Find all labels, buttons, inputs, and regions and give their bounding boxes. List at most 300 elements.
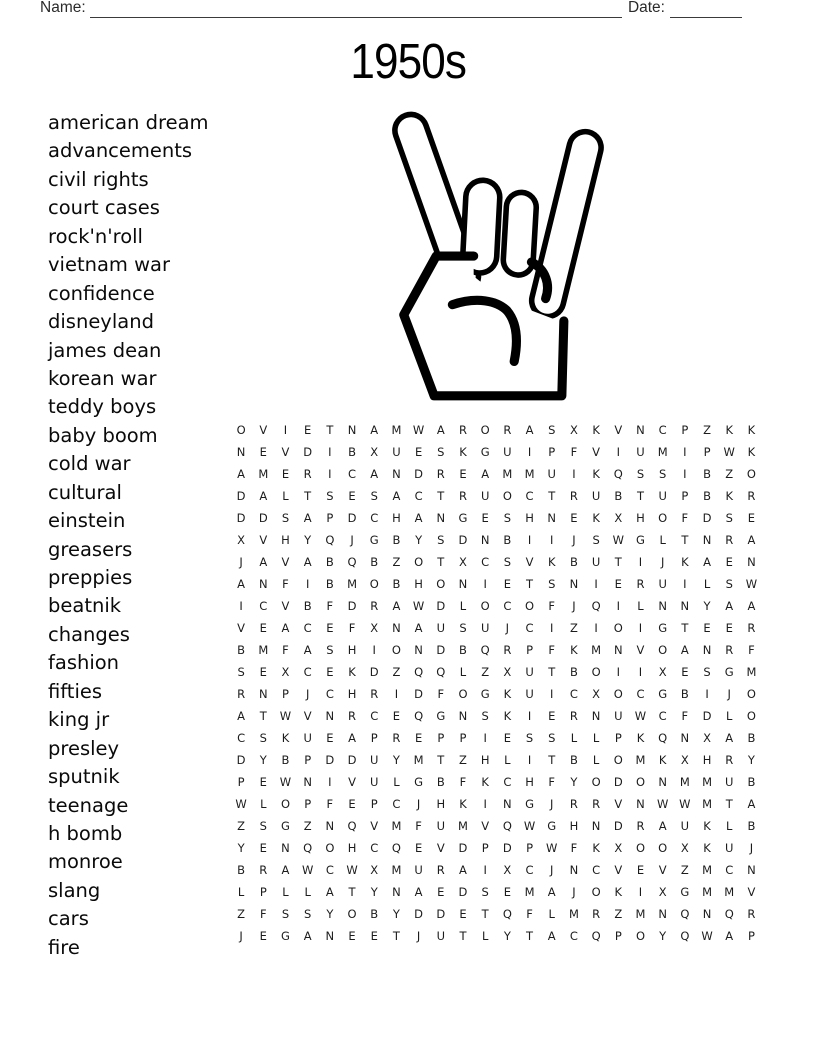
word-item: rock'n'roll [48, 224, 143, 248]
grid-letter: N [392, 467, 401, 481]
grid-letter: N [636, 423, 645, 437]
grid-letter: N [702, 907, 712, 921]
grid-letter: V [614, 423, 623, 437]
grid-letter: B [237, 863, 246, 877]
grid-letter: K [592, 511, 600, 525]
grid-letter: H [281, 533, 290, 547]
grid-letter: L [459, 665, 467, 679]
grid-letter: G [658, 687, 668, 701]
grid-letter: L [304, 885, 311, 899]
grid-letter: I [305, 577, 310, 591]
grid-letter: H [436, 797, 446, 811]
grid-letter: E [414, 731, 423, 745]
grid-letter: W [412, 423, 425, 437]
grid-letter: Q [724, 907, 734, 921]
grid-letter: X [614, 511, 623, 525]
word-item: baby boom [48, 423, 158, 447]
date-label: Date: [627, 0, 665, 16]
grid-letter: P [437, 731, 445, 745]
grid-letter: D [436, 599, 446, 613]
grid-letter: D [414, 467, 424, 481]
grid-letter: M [702, 863, 712, 877]
grid-letter: A [547, 885, 556, 899]
grid-letter: A [747, 599, 756, 613]
grid-letter: F [681, 511, 689, 525]
grid-letter: Z [703, 423, 711, 437]
grid-letter: A [237, 467, 246, 481]
grid-letter: E [259, 929, 267, 943]
word-item: james dean [48, 338, 162, 362]
grid-letter: V [259, 423, 268, 437]
grid-letter: P [282, 687, 289, 701]
grid-letter: I [483, 797, 487, 811]
grid-letter: I [527, 533, 532, 547]
grid-letter: J [727, 687, 731, 701]
grid-letter: H [569, 819, 579, 833]
grid-letter: S [259, 731, 267, 745]
grid-letter: M [635, 907, 646, 921]
grid-letter: B [370, 907, 379, 921]
grid-letter: C [325, 687, 334, 701]
grid-letter: X [370, 863, 379, 877]
grid-letter: I [394, 687, 399, 701]
grid-letter: S [370, 489, 378, 503]
grid-letter: T [259, 709, 267, 723]
grid-letter: B [392, 533, 401, 547]
grid-letter: J [572, 533, 576, 547]
word-item: american dream [48, 111, 209, 134]
grid-letter: Z [481, 665, 490, 679]
grid-letter: B [569, 665, 578, 679]
grid-letter: Z [459, 753, 467, 767]
grid-letter: S [481, 885, 489, 899]
word-item: fifties [48, 679, 103, 703]
grid-letter: C [725, 863, 734, 877]
grid-letter: A [703, 555, 711, 569]
grid-letter: K [503, 687, 512, 701]
grid-letter: Y [259, 753, 267, 767]
grid-letter: O [635, 841, 645, 855]
grid-letter: O [458, 687, 468, 701]
grid-letter: N [303, 775, 312, 789]
grid-letter: M [679, 775, 690, 789]
grid-letter: E [348, 489, 356, 503]
grid-letter: Y [415, 533, 423, 547]
grid-letter: E [259, 665, 267, 679]
grid-letter: A [747, 533, 756, 547]
grid-letter: P [526, 841, 533, 855]
grid-letter: V [747, 885, 756, 899]
grid-letter: R [636, 819, 645, 833]
grid-letter: O [414, 555, 424, 569]
grid-letter: D [347, 753, 357, 767]
grid-letter: V [370, 819, 379, 833]
grid-letter: P [481, 841, 489, 855]
grid-letter: B [569, 555, 578, 569]
grid-letter: O [746, 467, 756, 481]
grid-letter: N [458, 577, 468, 591]
grid-letter: Y [503, 929, 511, 943]
grid-letter: H [525, 511, 534, 525]
word-item: greasers [48, 537, 133, 561]
grid-letter: T [636, 489, 644, 503]
grid-letter: E [348, 797, 356, 811]
grid-letter: X [680, 841, 689, 855]
grid-letter: V [348, 775, 356, 789]
grid-letter: X [503, 863, 512, 877]
grid-letter: R [503, 423, 512, 437]
grid-letter: D [236, 753, 246, 767]
grid-letter: C [370, 511, 379, 525]
grid-letter: S [326, 643, 334, 657]
word-item: teddy boys [48, 395, 157, 419]
grid-letter: C [325, 863, 334, 877]
grid-letter: I [328, 467, 332, 481]
page-title: 1950s [350, 35, 466, 89]
grid-letter: N [591, 819, 601, 833]
grid-letter: F [548, 599, 556, 613]
grid-letter: P [370, 797, 378, 811]
grid-letter: Z [680, 863, 689, 877]
grid-letter: M [391, 423, 402, 437]
grid-letter: C [370, 841, 379, 855]
grid-letter: R [458, 423, 467, 437]
grid-letter: E [414, 841, 423, 855]
grid-letter: N [503, 797, 512, 811]
grid-letter: B [370, 555, 379, 569]
grid-letter: E [503, 731, 511, 745]
grid-letter: T [326, 423, 334, 437]
grid-letter: R [569, 709, 578, 723]
grid-letter: Q [680, 929, 690, 943]
grid-letter: Y [304, 533, 312, 547]
grid-letter: D [436, 643, 446, 657]
grid-letter: S [548, 731, 556, 745]
grid-letter: I [638, 555, 643, 569]
grid-letter: P [681, 489, 689, 503]
grid-letter: N [414, 643, 423, 657]
grid-letter: O [746, 687, 756, 701]
grid-letter: C [658, 423, 667, 437]
grid-letter: S [725, 577, 733, 591]
grid-letter: U [725, 775, 734, 789]
grid-letter: T [526, 929, 534, 943]
grid-letter: M [502, 467, 513, 481]
grid-letter: T [681, 621, 689, 635]
grid-letter: T [548, 489, 556, 503]
grid-letter: V [281, 599, 290, 613]
grid-letter: E [459, 467, 467, 481]
grid-letter: B [436, 775, 445, 789]
grid-letter: E [725, 621, 733, 635]
grid-letter: C [237, 731, 246, 745]
grid-letter: G [480, 445, 490, 459]
grid-letter: E [326, 665, 334, 679]
grid-letter: Y [237, 841, 245, 855]
grid-letter: F [748, 643, 755, 657]
grid-letter: P [747, 929, 755, 943]
grid-letter: C [303, 665, 312, 679]
grid-letter: N [658, 599, 667, 613]
grid-letter: E [437, 885, 445, 899]
grid-letter: N [347, 423, 357, 437]
grid-letter: O [480, 423, 490, 437]
grid-letter: C [569, 687, 578, 701]
grid-letter: W [723, 445, 735, 459]
grid-letter: J [572, 599, 576, 613]
word-item: fashion [48, 651, 120, 675]
grid-letter: B [325, 577, 334, 591]
grid-letter: I [638, 665, 643, 679]
grid-letter: A [303, 511, 312, 525]
grid-letter: C [259, 599, 268, 613]
grid-letter: R [259, 863, 268, 877]
grid-letter: V [436, 841, 445, 855]
grid-letter: T [548, 665, 556, 679]
grid-letter: O [480, 599, 490, 613]
grid-letter: O [658, 643, 668, 657]
grid-letter: J [505, 621, 510, 635]
grid-letter: Q [347, 555, 357, 569]
grid-letter: A [303, 555, 312, 569]
grid-letter: F [548, 775, 556, 789]
grid-letter: E [392, 709, 401, 723]
grid-letter: T [548, 753, 556, 767]
grid-letter: U [591, 555, 601, 569]
grid-letter: N [747, 555, 756, 569]
grid-letter: N [658, 907, 667, 921]
grid-letter: R [747, 489, 756, 503]
grid-letter: B [614, 489, 623, 503]
grid-letter: Q [325, 533, 335, 547]
grid-letter: M [702, 885, 712, 899]
grid-letter: M [657, 445, 668, 459]
grid-letter: P [548, 445, 556, 459]
grid-letter: D [702, 511, 712, 525]
word-item: sputnik [48, 765, 120, 789]
grid-letter: B [281, 753, 290, 767]
grid-letter: M [391, 819, 402, 833]
grid-letter: F [326, 599, 334, 613]
grid-letter: A [370, 467, 379, 481]
grid-letter: E [259, 775, 267, 789]
grid-letter: L [393, 775, 400, 789]
grid-letter: E [747, 511, 756, 525]
grid-letter: F [348, 621, 356, 635]
grid-letter: S [659, 467, 667, 481]
grid-letter: N [258, 577, 268, 591]
grid-letter: S [548, 423, 556, 437]
grid-letter: Y [392, 907, 400, 921]
grid-letter: N [636, 797, 645, 811]
grid-letter: M [413, 753, 424, 767]
grid-letter: C [414, 489, 423, 503]
grid-letter: B [747, 775, 756, 789]
grid-letter: Q [414, 709, 424, 723]
grid-letter: O [325, 841, 335, 855]
grid-letter: R [237, 687, 246, 701]
grid-letter: K [725, 489, 733, 503]
grid-letter: U [547, 467, 556, 481]
grid-letter: L [548, 907, 555, 921]
grid-letter: Q [436, 665, 446, 679]
grid-letter: V [281, 445, 290, 459]
grid-letter: E [259, 621, 267, 635]
grid-letter: N [613, 643, 623, 657]
grid-letter: K [636, 731, 645, 745]
grid-letter: J [239, 555, 243, 569]
grid-letter: P [370, 731, 378, 745]
grid-letter: A [680, 643, 689, 657]
grid-letter: A [658, 819, 667, 833]
grid-letter: M [258, 467, 269, 481]
grid-letter: L [282, 489, 289, 503]
grid-letter: V [303, 709, 312, 723]
grid-letter: C [636, 687, 645, 701]
grid-letter: E [614, 577, 622, 591]
word-item: slang [48, 878, 101, 902]
grid-letter: C [592, 863, 601, 877]
grid-letter: G [480, 687, 490, 701]
grid-letter: N [258, 687, 268, 701]
grid-letter: V [281, 555, 290, 569]
grid-letter: X [569, 423, 578, 437]
grid-letter: I [683, 577, 687, 591]
grid-letter: P [681, 423, 689, 437]
grid-letter: F [437, 687, 445, 701]
grid-letter: L [726, 819, 733, 833]
grid-letter: H [480, 753, 490, 767]
grid-letter: E [414, 445, 423, 459]
grid-letter: D [613, 775, 623, 789]
grid-letter: A [436, 423, 445, 437]
grid-letter: U [658, 577, 667, 591]
grid-letter: I [550, 533, 554, 547]
grid-letter: K [281, 731, 290, 745]
grid-letter: S [459, 621, 467, 635]
grid-letter: V [259, 533, 268, 547]
grid-letter: N [458, 709, 468, 723]
grid-letter: O [613, 687, 623, 701]
grid-letter: A [392, 599, 401, 613]
grid-letter: X [592, 687, 601, 701]
grid-letter: M [524, 467, 535, 481]
grid-letter: R [747, 907, 756, 921]
grid-letter: G [547, 819, 557, 833]
word-item: advancements [48, 139, 193, 163]
grid-letter: F [282, 577, 289, 591]
grid-letter: B [747, 731, 756, 745]
grid-letter: J [305, 687, 310, 701]
word-item: teenage [48, 793, 129, 817]
grid-letter: L [592, 753, 600, 767]
grid-letter: M [591, 643, 602, 657]
grid-letter: X [370, 445, 379, 459]
word-item: cars [48, 907, 89, 931]
grid-letter: A [525, 423, 534, 437]
grid-letter: Q [591, 929, 601, 943]
grid-letter: B [325, 555, 334, 569]
grid-letter: A [725, 929, 734, 943]
grid-letter: K [747, 423, 756, 437]
grid-letter: K [614, 885, 623, 899]
grid-letter: D [702, 709, 712, 723]
grid-letter: B [237, 643, 246, 657]
grid-letter: L [570, 731, 578, 745]
grid-letter: R [636, 577, 645, 591]
grid-letter: N [392, 885, 401, 899]
grid-letter: L [237, 885, 245, 899]
grid-letter: O [613, 753, 623, 767]
grid-letter: E [326, 731, 334, 745]
grid-letter: A [481, 467, 490, 481]
grid-letter: Y [659, 929, 667, 943]
grid-letter: O [658, 511, 668, 525]
grid-letter: S [503, 511, 511, 525]
grid-letter: C [348, 467, 357, 481]
grid-letter: E [681, 665, 689, 679]
grid-letter: J [416, 929, 421, 943]
grid-letter: Z [614, 907, 623, 921]
grid-letter: F [526, 907, 533, 921]
grid-letter: A [325, 885, 334, 899]
grid-letter: L [504, 753, 511, 767]
grid-letter: O [369, 577, 379, 591]
grid-letter: E [281, 467, 290, 481]
grid-letter: U [680, 819, 690, 833]
grid-letter: J [350, 533, 354, 547]
grid-letter: Q [502, 819, 512, 833]
grid-letter: D [236, 511, 246, 525]
grid-letter: B [459, 643, 467, 657]
grid-letter: G [281, 929, 290, 943]
grid-letter: U [414, 863, 423, 877]
grid-letter: R [725, 533, 734, 547]
grid-letter: G [369, 533, 379, 547]
grid-letter: I [483, 731, 487, 745]
word-item: fire [48, 935, 80, 959]
word-item: court cases [48, 196, 160, 220]
grid-letter: T [614, 555, 622, 569]
grid-letter: M [746, 665, 757, 679]
grid-letter: N [436, 511, 446, 525]
grid-letter: D [414, 907, 424, 921]
grid-letter: N [325, 709, 335, 723]
grid-letter: I [616, 665, 620, 679]
grid-letter: P [459, 731, 467, 745]
grid-letter: N [702, 643, 712, 657]
grid-letter: O [613, 621, 623, 635]
grid-letter: E [326, 621, 334, 635]
grid-letter: X [703, 731, 711, 745]
grid-letter: G [414, 775, 424, 789]
grid-letter: L [481, 929, 489, 943]
grid-letter: A [237, 709, 246, 723]
grid-letter: E [459, 907, 467, 921]
word-list [48, 109, 209, 962]
grid-letter: L [703, 577, 711, 591]
grid-letter: K [703, 819, 711, 833]
grid-letter: J [550, 797, 554, 811]
grid-letter: E [725, 555, 733, 569]
grid-letter: K [459, 445, 467, 459]
grid-letter: A [259, 555, 268, 569]
grid-letter: F [681, 709, 689, 723]
grid-letter: U [525, 687, 534, 701]
grid-letter: Y [570, 775, 578, 789]
grid-letter: I [527, 709, 532, 723]
grid-letter: X [658, 665, 667, 679]
